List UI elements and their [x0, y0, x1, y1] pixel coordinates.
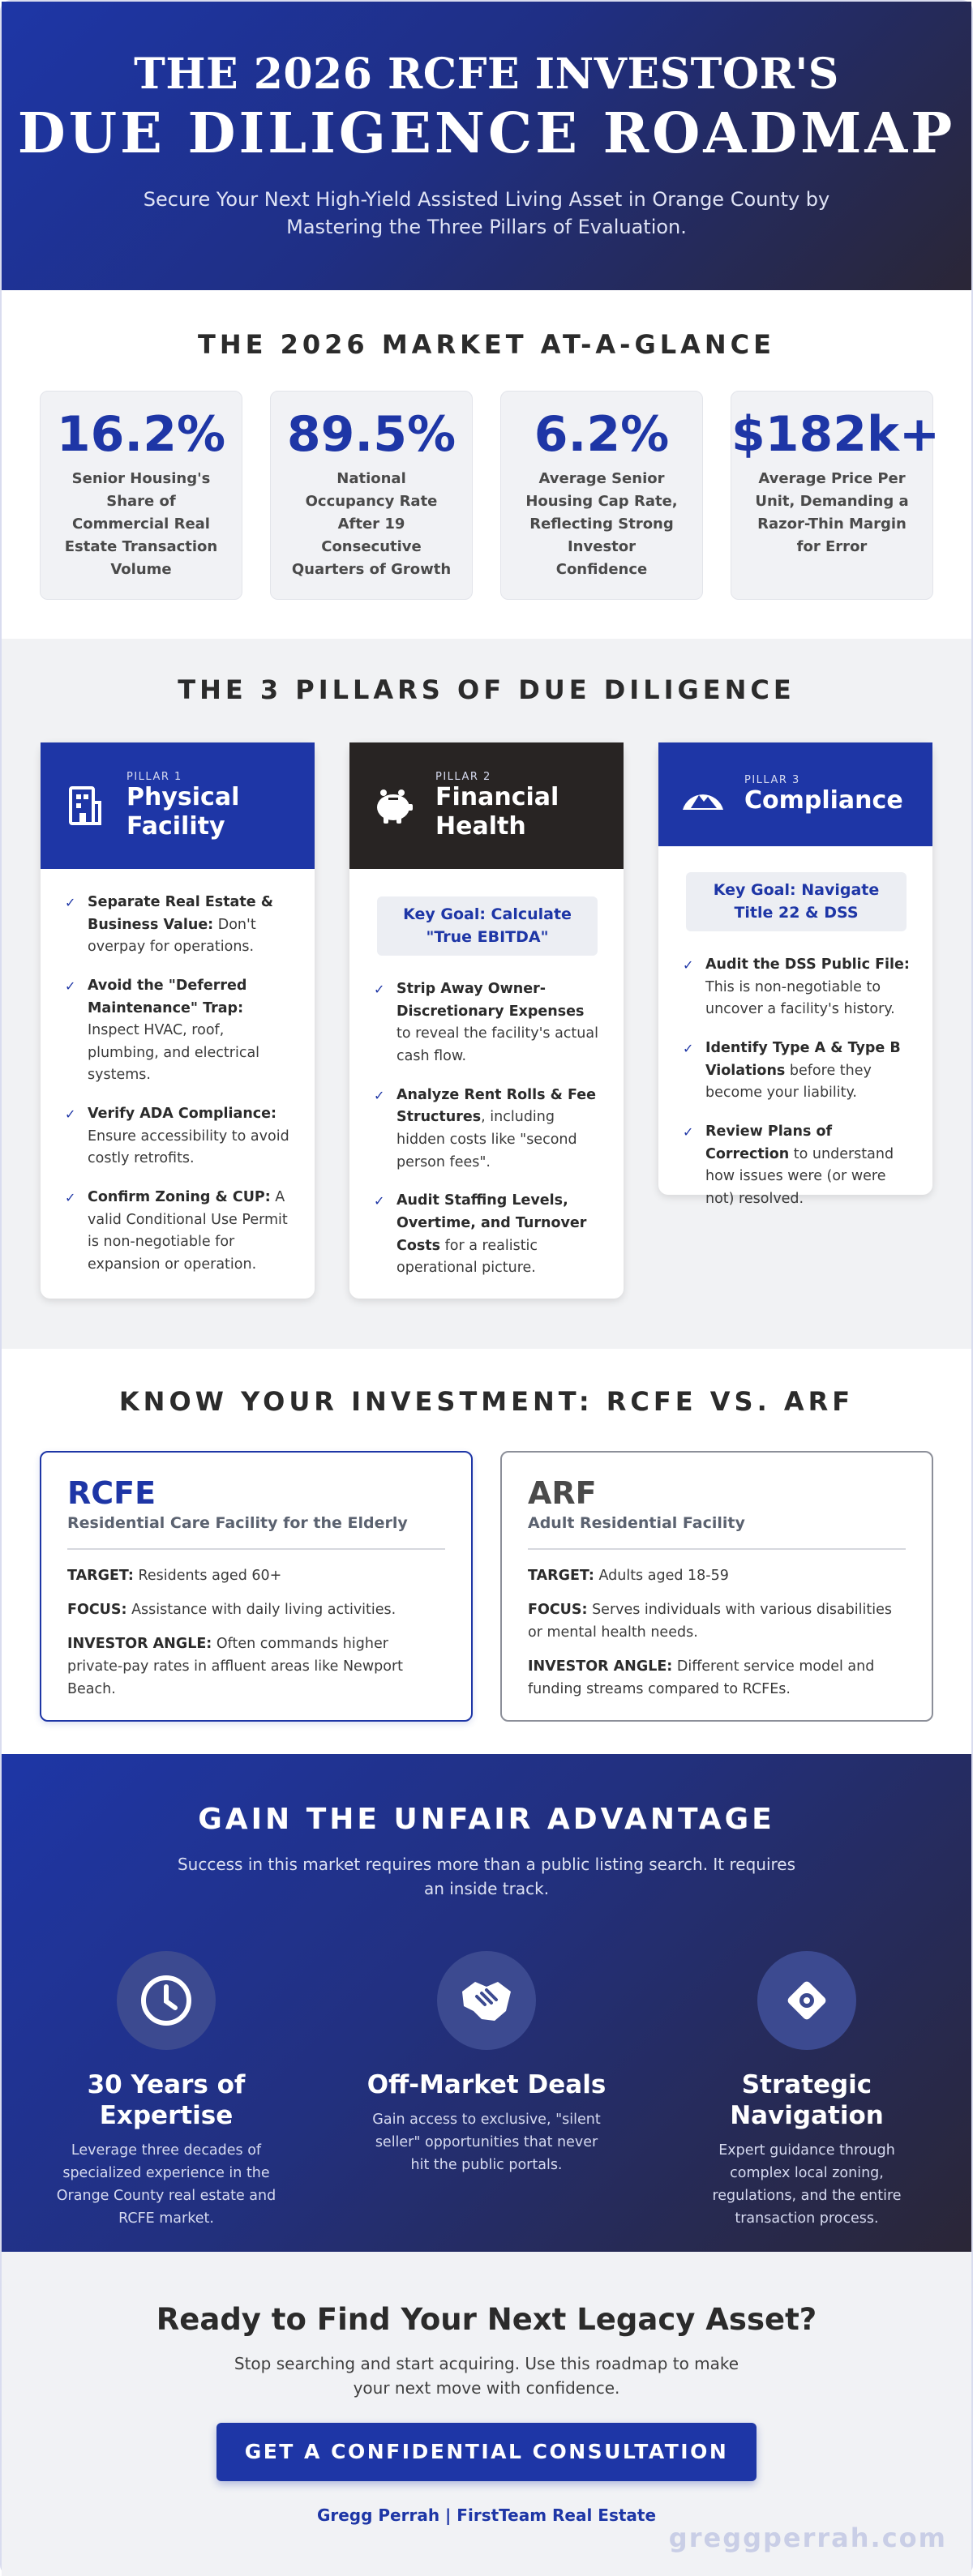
advantage-title: Strategic Navigation	[730, 2070, 884, 2131]
signature: Gregg Perrah | FirstTeam Real Estate	[316, 2505, 657, 2525]
arf-focus	[528, 1598, 906, 1644]
checklist-item	[65, 975, 292, 1087]
pillar-kicker: PILLAR 1	[126, 771, 182, 784]
arf-subtitle: Adult Residential Facility	[528, 1514, 906, 1550]
angle-value: Often commands higher private-pay rates in affluent areas like Newport Beach.	[67, 1635, 404, 1697]
check-icon: ✓	[683, 957, 694, 973]
stat-value: 89.5%	[286, 406, 456, 463]
pillar-header	[349, 742, 624, 869]
advantage-title: Off-Market Deals	[366, 2070, 607, 2099]
target-value: Residents aged 60+	[133, 1567, 282, 1584]
stats-row	[40, 391, 941, 600]
stat-label: Average Price Per Unit, Demanding a Razor-Thin Margin for Error	[755, 470, 909, 555]
rcfe-focus	[67, 1598, 445, 1621]
item-bold: Audit the DSS Public File:	[705, 956, 910, 973]
stat-value: 6.2%	[534, 406, 670, 463]
rcfe-target	[67, 1564, 445, 1587]
pillar-cards	[41, 742, 932, 1299]
pillar-kicker: PILLAR 3	[744, 773, 800, 786]
rcfe-card	[40, 1451, 473, 1722]
angle-label: INVESTOR ANGLE:	[67, 1635, 212, 1652]
cta-subtitle: Stop searching and start acquiring. Use this roadmap to make your next move with confidence.	[234, 2354, 739, 2398]
cta-heading: Ready to Find Your Next Legacy Asset?	[156, 2302, 817, 2337]
item-text: Ensure accessibility to avoid costly retrofits.	[88, 1128, 289, 1167]
item-bold: Avoid the "Deferred Maintenance" Trap:	[88, 977, 247, 1016]
check-icon: ✓	[374, 982, 385, 998]
handshake-icon	[437, 1951, 536, 2050]
item-bold: Review Plans of Correction	[705, 1123, 833, 1162]
check-icon: ✓	[683, 1123, 694, 1140]
market-section	[2, 290, 971, 639]
building-icon	[63, 784, 107, 828]
checklist-item	[374, 978, 601, 1068]
check-icon: ✓	[374, 1087, 385, 1103]
focus-value: Assistance with daily living activities.	[126, 1601, 396, 1618]
angle-label: INVESTOR ANGLE:	[528, 1658, 673, 1675]
pillar-name: Compliance	[744, 785, 903, 815]
checklist-item	[65, 1103, 292, 1170]
checklist-item	[374, 1190, 601, 1280]
checklist-item	[683, 1038, 910, 1105]
check-icon: ✓	[65, 1106, 76, 1123]
item-bold: Audit Staffing Levels, Overtime, and Turnover Costs	[396, 1192, 587, 1254]
stat-value: 16.2%	[56, 406, 226, 463]
comparison-heading: KNOW YOUR INVESTMENT: RCFE VS. ARF	[118, 1386, 855, 1417]
checklist-item	[65, 892, 292, 959]
item-bold: Analyze Rent Rolls & Fee Structures	[396, 1086, 596, 1126]
checklist-item	[65, 1187, 292, 1277]
target-value: Adults aged 18-59	[594, 1567, 729, 1584]
stat-value: $182k+	[731, 406, 941, 463]
rcfe-subtitle: Residential Care Facility for the Elderly	[67, 1514, 445, 1550]
pillar-card-physical	[41, 742, 315, 1299]
pillar-goal: Key Goal: Navigate Title 22 & DSS	[686, 872, 907, 931]
rcfe-title: RCFE	[67, 1475, 156, 1511]
check-icon: ✓	[65, 1190, 76, 1206]
advantage-item	[36, 1951, 296, 2230]
website-watermark: greggperrah.com	[668, 2523, 947, 2553]
hero-banner	[2, 2, 971, 290]
angle-value: Different service model and funding streams compared to RCFEs.	[528, 1658, 875, 1697]
stat-card	[500, 391, 703, 600]
advantage-item	[677, 1951, 937, 2230]
stat-label: Senior Housing's Share of Commercial Real Estate Transaction Volume	[64, 470, 218, 578]
check-icon: ✓	[683, 1041, 694, 1057]
piggy-bank-icon	[372, 784, 416, 828]
checklist-item	[683, 1121, 910, 1211]
check-icon: ✓	[65, 895, 76, 910]
rcfe-angle	[67, 1632, 445, 1701]
pillars-section	[2, 639, 971, 1349]
stat-card	[40, 391, 242, 600]
compass-icon	[757, 1951, 856, 2050]
item-bold: Verify ADA Compliance:	[88, 1106, 277, 1123]
arf-target	[528, 1564, 906, 1587]
stat-card	[270, 391, 473, 600]
item-bold: Strip Away Owner-Discretionary Expenses	[396, 981, 585, 1020]
pillar-kicker: PILLAR 2	[435, 771, 491, 784]
arf-angle	[528, 1655, 906, 1701]
pillar-name: Financial Health	[435, 783, 559, 841]
stat-label: Average Senior Housing Cap Rate, Reflecting Strong Investor Confidence	[525, 470, 678, 578]
pillar-card-compliance	[658, 742, 932, 1207]
consultation-button[interactable]: GET A CONFIDENTIAL CONSULTATION	[216, 2423, 757, 2481]
pillar-body	[41, 869, 315, 1299]
item-bold: Separate Real Estate & Business Value:	[88, 894, 273, 933]
stat-label: National Occupancy Rate After 19 Consecutive Quarters of Growth	[291, 470, 452, 578]
item-text: Inspect HVAC, roof, plumbing, and electrical systems.	[88, 1022, 260, 1084]
pillar-header	[41, 742, 315, 869]
stat-card	[731, 391, 941, 600]
checklist-item	[374, 1085, 601, 1175]
item-text: A valid Conditional Use Permit is non-negotiable for expansion or operation.	[88, 1189, 288, 1273]
item-text: This is non-negotiable to uncover a facility's history.	[705, 978, 895, 1018]
advantage-columns	[36, 1951, 937, 2230]
pillars-heading: THE 3 PILLARS OF DUE DILIGENCE	[178, 674, 795, 705]
focus-label: FOCUS:	[528, 1601, 588, 1618]
advantage-desc: Expert guidance through complex local zoning, regulations, and the entire transaction process.	[712, 2142, 902, 2227]
arf-title: ARF	[528, 1475, 597, 1511]
hero-title-line2: DUE DILIGENCE ROADMAP	[17, 101, 956, 166]
pillar-name: Physical Facility	[126, 783, 240, 841]
target-label: TARGET:	[528, 1567, 594, 1584]
target-label: TARGET:	[67, 1567, 134, 1584]
check-icon: ✓	[374, 1193, 385, 1209]
pillar-body	[349, 869, 624, 1299]
clock-icon	[117, 1951, 216, 2050]
focus-label: FOCUS:	[67, 1601, 127, 1618]
checklist-item	[683, 954, 910, 1021]
pillar-body	[658, 846, 932, 1207]
advantage-title: 30 Years of Expertise	[87, 2070, 246, 2131]
pillar-goal: Key Goal: Calculate "True EBITDA"	[377, 896, 598, 956]
comparison-section	[2, 1349, 971, 1754]
check-icon: ✓	[65, 978, 76, 994]
advantage-section	[2, 1754, 971, 2252]
item-text: Don't overpay for operations.	[88, 916, 256, 956]
market-heading: THE 2026 MARKET AT-A-GLANCE	[198, 329, 775, 360]
item-bold: Confirm Zoning & CUP:	[88, 1189, 271, 1206]
hero-title-line1: THE 2026 RCFE INVESTOR'S	[134, 49, 839, 99]
pillar-card-financial	[349, 742, 624, 1299]
item-text: to understand how issues were (or were not) resolved.	[705, 1145, 894, 1207]
advantage-item	[357, 1951, 616, 2230]
item-text: for a realistic operational picture.	[396, 1237, 538, 1277]
item-text: , including hidden costs like "second person fees".	[396, 1109, 577, 1170]
mountain-shield-icon	[681, 772, 725, 816]
item-bold: Identify Type A & Type B Violations	[705, 1040, 901, 1079]
advantage-desc: Leverage three decades of specialized experience in the Orange County real estate and RCFE market.	[56, 2142, 276, 2227]
comparison-cards	[40, 1451, 933, 1722]
cta-section	[2, 2252, 971, 2576]
pillar-header	[658, 742, 932, 846]
focus-value: Serves individuals with various disabilities or mental health needs.	[528, 1601, 892, 1641]
arf-card	[500, 1451, 933, 1722]
hero-subtitle: Secure Your Next High-Yield Assisted Living Asset in Orange County by Mastering the Three Pillars of Evaluation.	[143, 187, 830, 238]
advantage-subtitle: Success in this market requires more than a public listing search. It requires an inside track.	[177, 1855, 796, 1898]
item-text: before they become your liability.	[705, 1062, 872, 1102]
advantage-desc: Gain access to exclusive, "silent seller" opportunities that never hit the public portals.	[372, 2112, 601, 2174]
advantage-heading: GAIN THE UNFAIR ADVANTAGE	[198, 1803, 775, 1836]
item-text: to reveal the facility's actual cash flow.	[396, 1025, 598, 1065]
